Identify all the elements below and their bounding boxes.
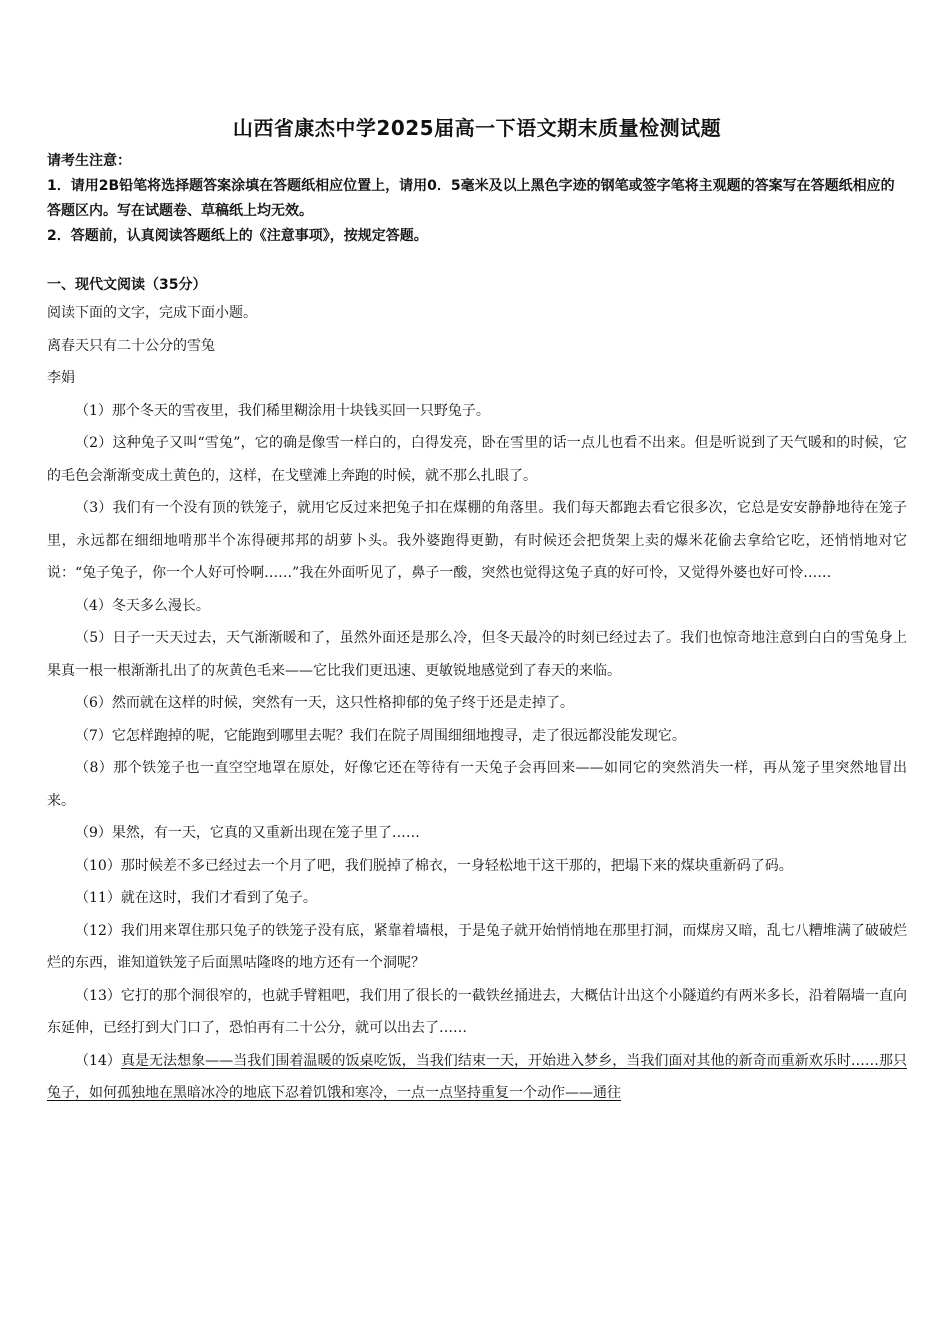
- notice-heading: 请考生注意：: [47, 153, 131, 169]
- paragraph-7: （7）它怎样跑掉的呢，它能跑到哪里去呢？我们在院子周围细细地搜寻，走了很远都没能发现它。: [75, 727, 686, 744]
- article-title: 离春天只有二十公分的雪兔: [47, 337, 215, 354]
- paragraph-13: （13）它打的那个洞很窄的，也就手臂粗吧，我们用了很长的一截铁丝捅进去，大概估计出这个小隧道约有两米多长，沿着隔墙一直向东延伸，已经打到大门口了，恐怕再有二十公分，就可以出去了……: [47, 987, 907, 1036]
- paragraph-2: （2）这种兔子又叫“雪兔”，它的确是像雪一样白的，白得发亮，卧在雪里的话一点儿也看不出来。但是听说到了天气暖和的时候，它的毛色会渐渐变成土黄色的，这样，在戈壁滩上奔跑的时候，就不那么扎眼了。: [47, 435, 907, 484]
- paragraph-6: （6）然而就在这样的时候，突然有一天，这只性格抑郁的兔子终于还是走掉了。: [75, 695, 574, 711]
- reading-instruction: 阅读下面的文字，完成下面小题。: [47, 305, 257, 321]
- paragraph-8: （8）那个铁笼子也一直空空地罩在原处，好像它还在等待有一天兔子会再回来——如同它的突然消失一样，再从笼子里突然地冒出来。: [47, 760, 907, 809]
- exam-title: 山西省康杰中学2025届高一下语文期末质量检测试题: [232, 116, 722, 140]
- notice-item: 2．答题前，认真阅读答题纸上的《注意事项》，按规定答题。: [47, 228, 428, 244]
- paragraph-14-number: （14）: [75, 1052, 121, 1069]
- section-heading: 一、现代文阅读（35分）: [47, 277, 207, 293]
- paragraph-10: （10）那时候差不多已经过去一个月了吧，我们脱掉了棉衣，一身轻松地干这干那的，把塌下来的煤块重新码了码。: [75, 857, 793, 874]
- paragraph-5: （5）日子一天天过去，天气渐渐暖和了，虽然外面还是那么冷，但冬天最冷的时刻已经过去了。我们也惊奇地注意到白白的雪兔身上果真一根一根渐渐扎出了的灰黄色毛来——它比我们更迅速、更敏锐地感觉到了春天的来临。: [47, 630, 907, 679]
- notice-item: 1．请用2B铅笔将选择题答案涂填在答题纸相应位置上，请用0．5毫米及以上黑色字迹的钢笔或签字笔将主观题的答案写在答题纸相应的答题区内。写在试题卷、草稿纸上均无效。: [47, 178, 895, 219]
- reading-passage: [47, 297, 907, 1110]
- paragraph-12: （12）我们用来罩住那只兔子的铁笼子没有底，紧靠着墙根，于是兔子就开始悄悄地在那里打洞，而煤房又暗，乱七八糟堆满了破破烂烂的东西，谁知道铁笼子后面黑咕隆咚的地方还有一个洞呢？: [47, 922, 907, 971]
- exam-notice: [47, 149, 907, 249]
- paragraph-14: [47, 1045, 907, 1110]
- paragraph-14-underlined-text: 真是无法想象——当我们围着温暖的饭桌吃饭，当我们结束一天，开始进入梦乡，当我们面对其他的新奇而重新欢乐时……那只兔子，如何孤独地在黑暗冰冷的地底下忍着饥饿和寒冷，一点一点坚持重复一个动作——通往: [47, 1052, 907, 1101]
- paragraph-3: （3）我们有一个没有顶的铁笼子，就用它反过来把兔子扣在煤棚的角落里。我们每天都跑去看它很多次，它总是安安静静地待在笼子里，永远都在细细地啃那半个冻得硬邦邦的胡萝卜头。我外婆跑得更勤，有时候还会把货架上卖的爆米花偷去拿给它吃，还悄悄地对它说：“兔子兔子，你一个人好可怜啊……”我在外面听见了，鼻子一酸，突然也觉得这兔子真的好可怜，又觉得外婆也好可怜……: [47, 500, 907, 581]
- paragraph-9: （9）果然，有一天，它真的又重新出现在笼子里了……: [75, 825, 420, 841]
- paragraph-11: （11）就在这时，我们才看到了兔子。: [75, 890, 317, 906]
- paragraph-4: （4）冬天多么漫长。: [75, 597, 210, 614]
- paragraph-1: （1）那个冬天的雪夜里，我们稀里糊涂用十块钱买回一只野兔子。: [75, 402, 490, 419]
- article-author: 李娟: [47, 370, 75, 386]
